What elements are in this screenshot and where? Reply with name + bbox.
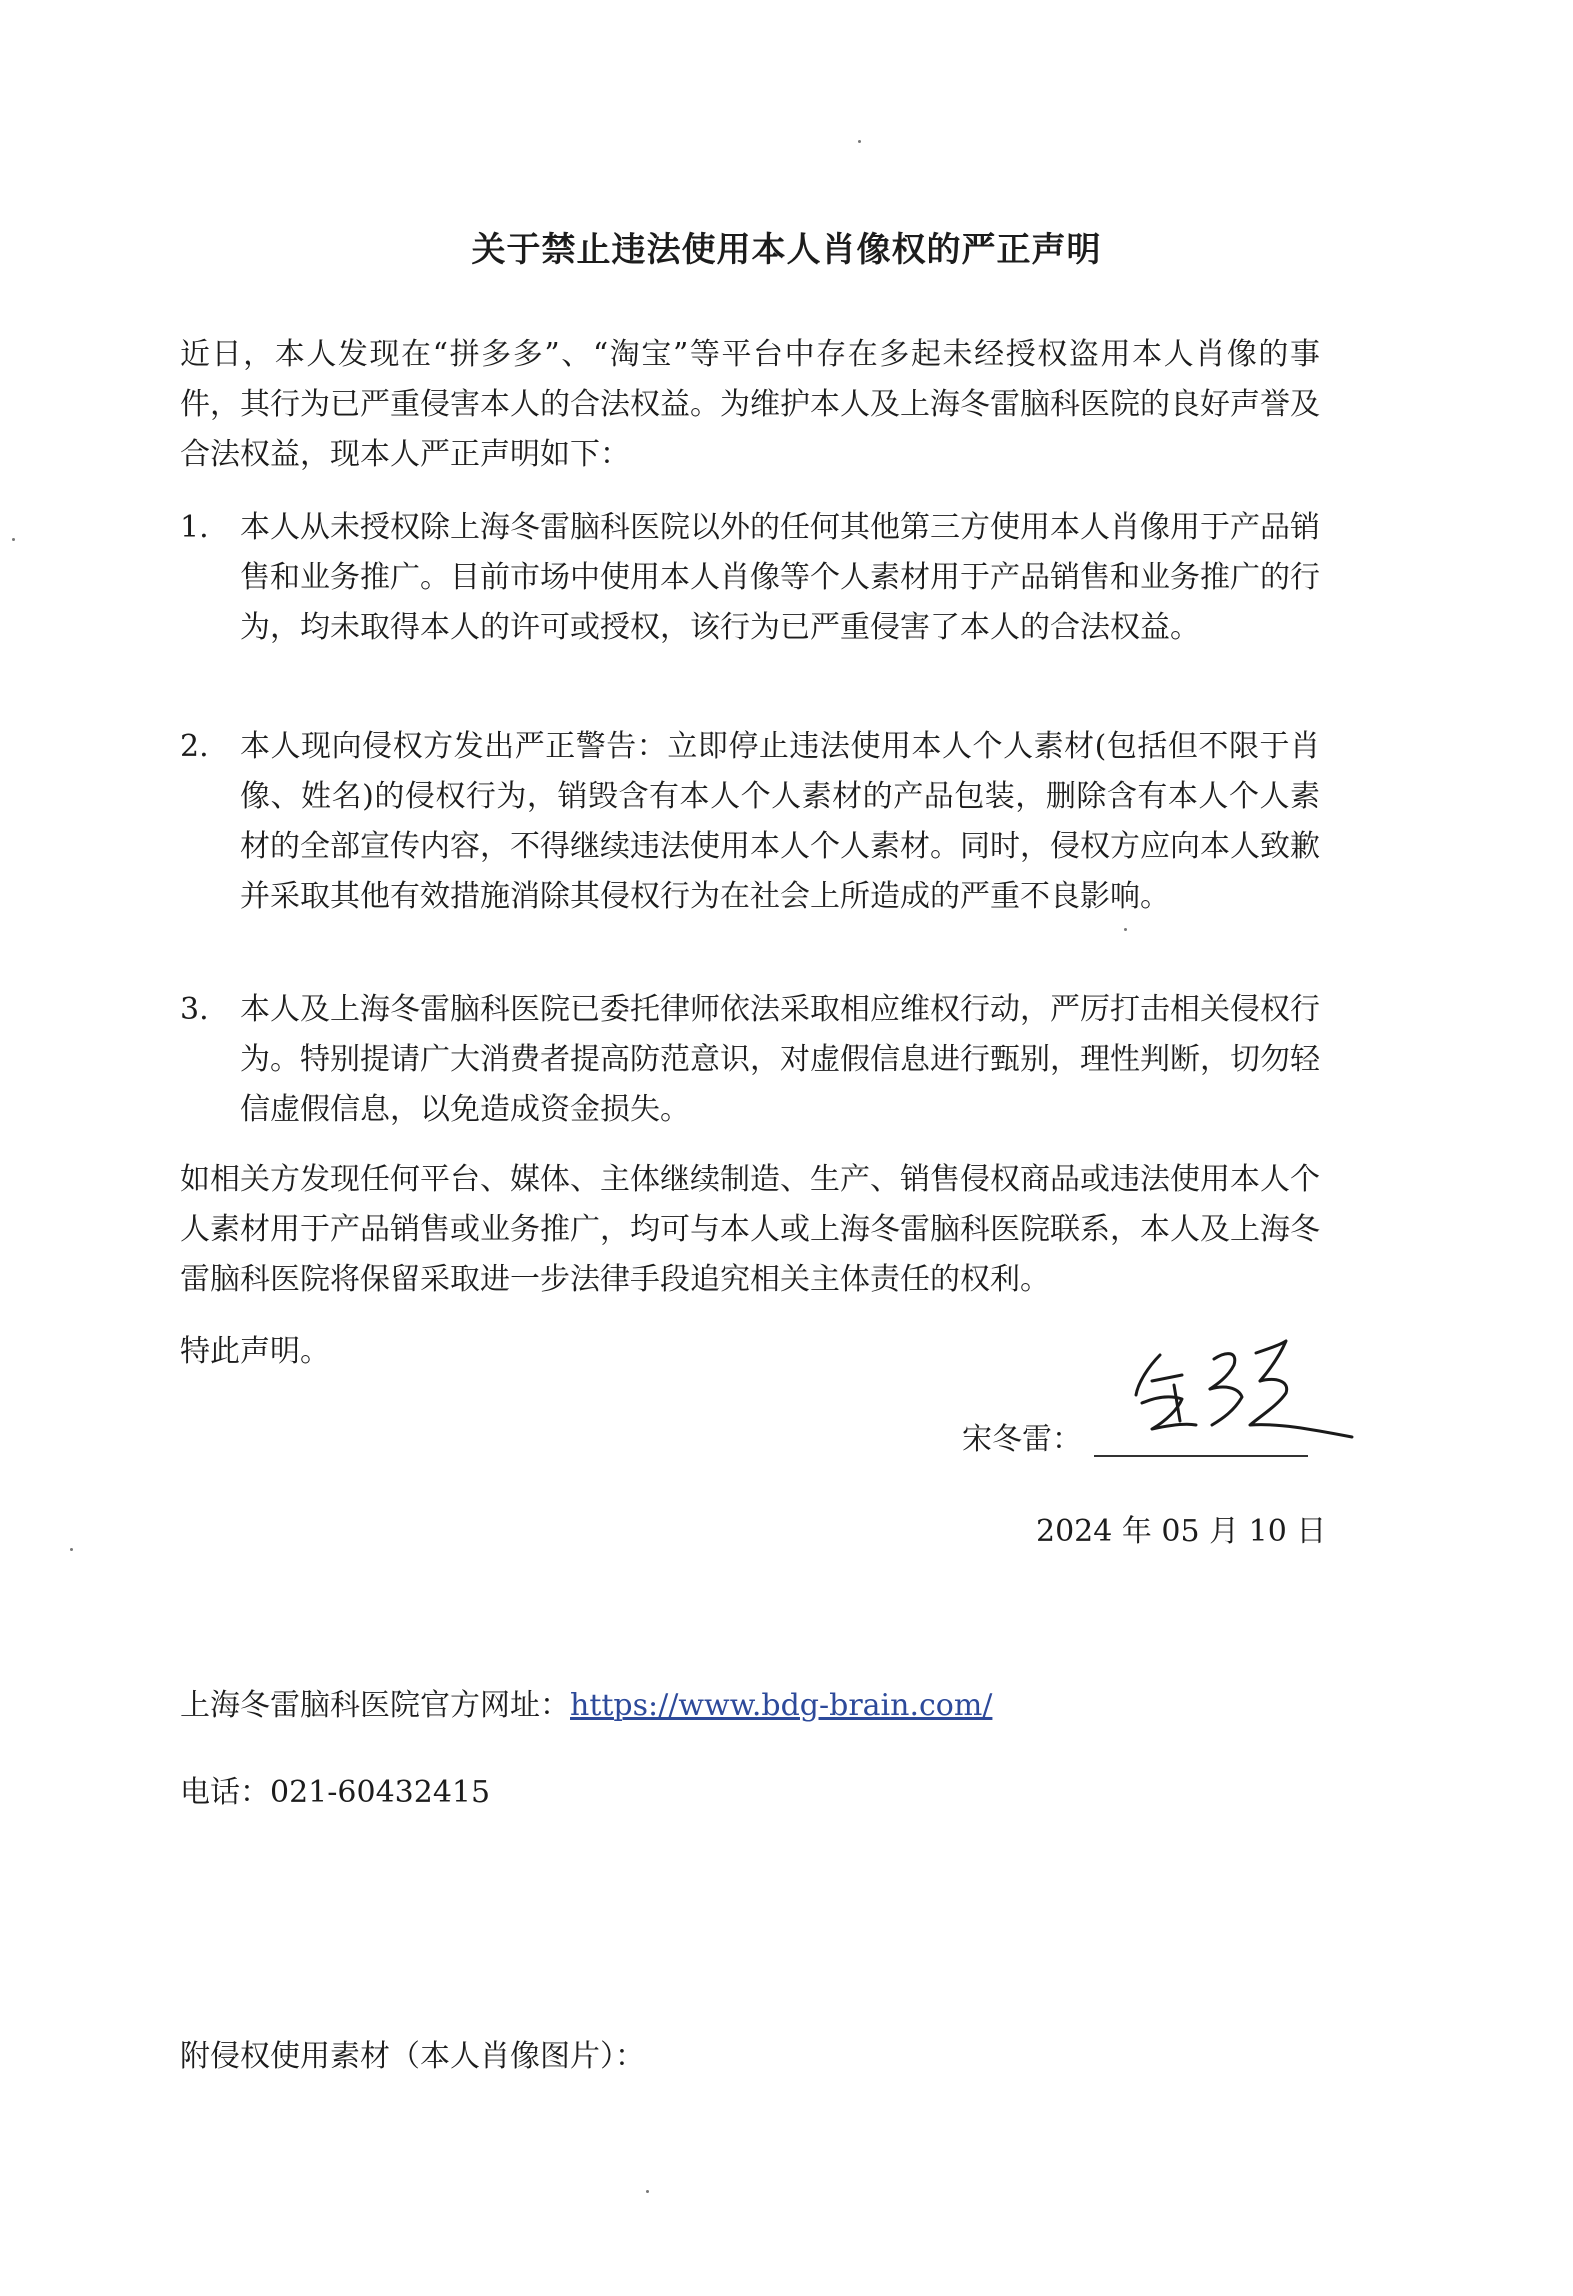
handwritten-signature (1130, 1325, 1360, 1455)
list-item-number: 2. (180, 729, 209, 764)
declaration-text: 特此声明。 (180, 1334, 330, 1369)
closing-paragraph: 如相关方发现任何平台、媒体、主体继续制造、生产、销售侵权商品或违法使用本人个人素材用于产品销售或业务推广，均可与本人或上海冬雷脑科医院联系，本人及上海冬雷脑科医院将保留采取进一步法律手段追究相关主体责任的权利。 (180, 1162, 1320, 1297)
date-text: 2024 年 05 月 10 日 (1036, 1514, 1327, 1549)
website-line (180, 1686, 992, 1726)
phone-text: 电话：021-60432415 (180, 1775, 491, 1810)
list-item-number: 1. (180, 510, 209, 545)
website-link[interactable]: https://www.bdg-brain.com/ (570, 1688, 993, 1723)
website-label: 上海冬雷脑科医院官方网址： (180, 1688, 570, 1723)
intro-paragraph: 近日，本人发现在“拼多多”、“淘宝”等平台中存在多起未经授权盗用本人肖像的事件，其行为已严重侵害本人的合法权益。为维护本人及上海冬雷脑科医院的良好声誉及合法权益，现本人严正声明如下： (180, 337, 1320, 472)
list-item-text: 本人现向侵权方发出严正警告：立即停止违法使用本人个人素材(包括但不限于肖像、姓名)的侵权行为，销毁含有本人个人素材的产品包装，删除含有本人个人素材的全部宣传内容，不得继续违法使用本人个人素材。同时，侵权方应向本人致歉并采取其他有效措施消除其侵权行为在社会上所造成的严重不良影响。 (240, 729, 1320, 914)
scan-speck (646, 2190, 649, 2193)
scan-speck (12, 538, 15, 541)
list-item-text: 本人从未授权除上海冬雷脑科医院以外的任何其他第三方使用本人肖像用于产品销售和业务推广。目前市场中使用本人肖像等个人素材用于产品销售和业务推广的行为，均未取得本人的许可或授权，该行为已严重侵害了本人的合法权益。 (240, 510, 1320, 645)
scan-speck (858, 140, 861, 143)
list-item-text: 本人及上海冬雷脑科医院已委托律师依法采取相应维权行动，严厉打击相关侵权行为。特别提请广大消费者提高防范意识，对虚假信息进行甄别，理性判断，切勿轻信虚假信息，以免造成资金损失。 (240, 992, 1320, 1127)
scan-speck (70, 1548, 73, 1551)
signature-underline (1094, 1455, 1308, 1457)
scan-speck (1124, 928, 1127, 931)
attachment-heading: 附侵权使用素材（本人肖像图片）： (180, 2039, 645, 2074)
signature-label: 宋冬雷： (962, 1422, 1082, 1457)
list-item-number: 3. (180, 992, 209, 1027)
page-title: 关于禁止违法使用本人肖像权的严正声明 (471, 230, 1102, 270)
